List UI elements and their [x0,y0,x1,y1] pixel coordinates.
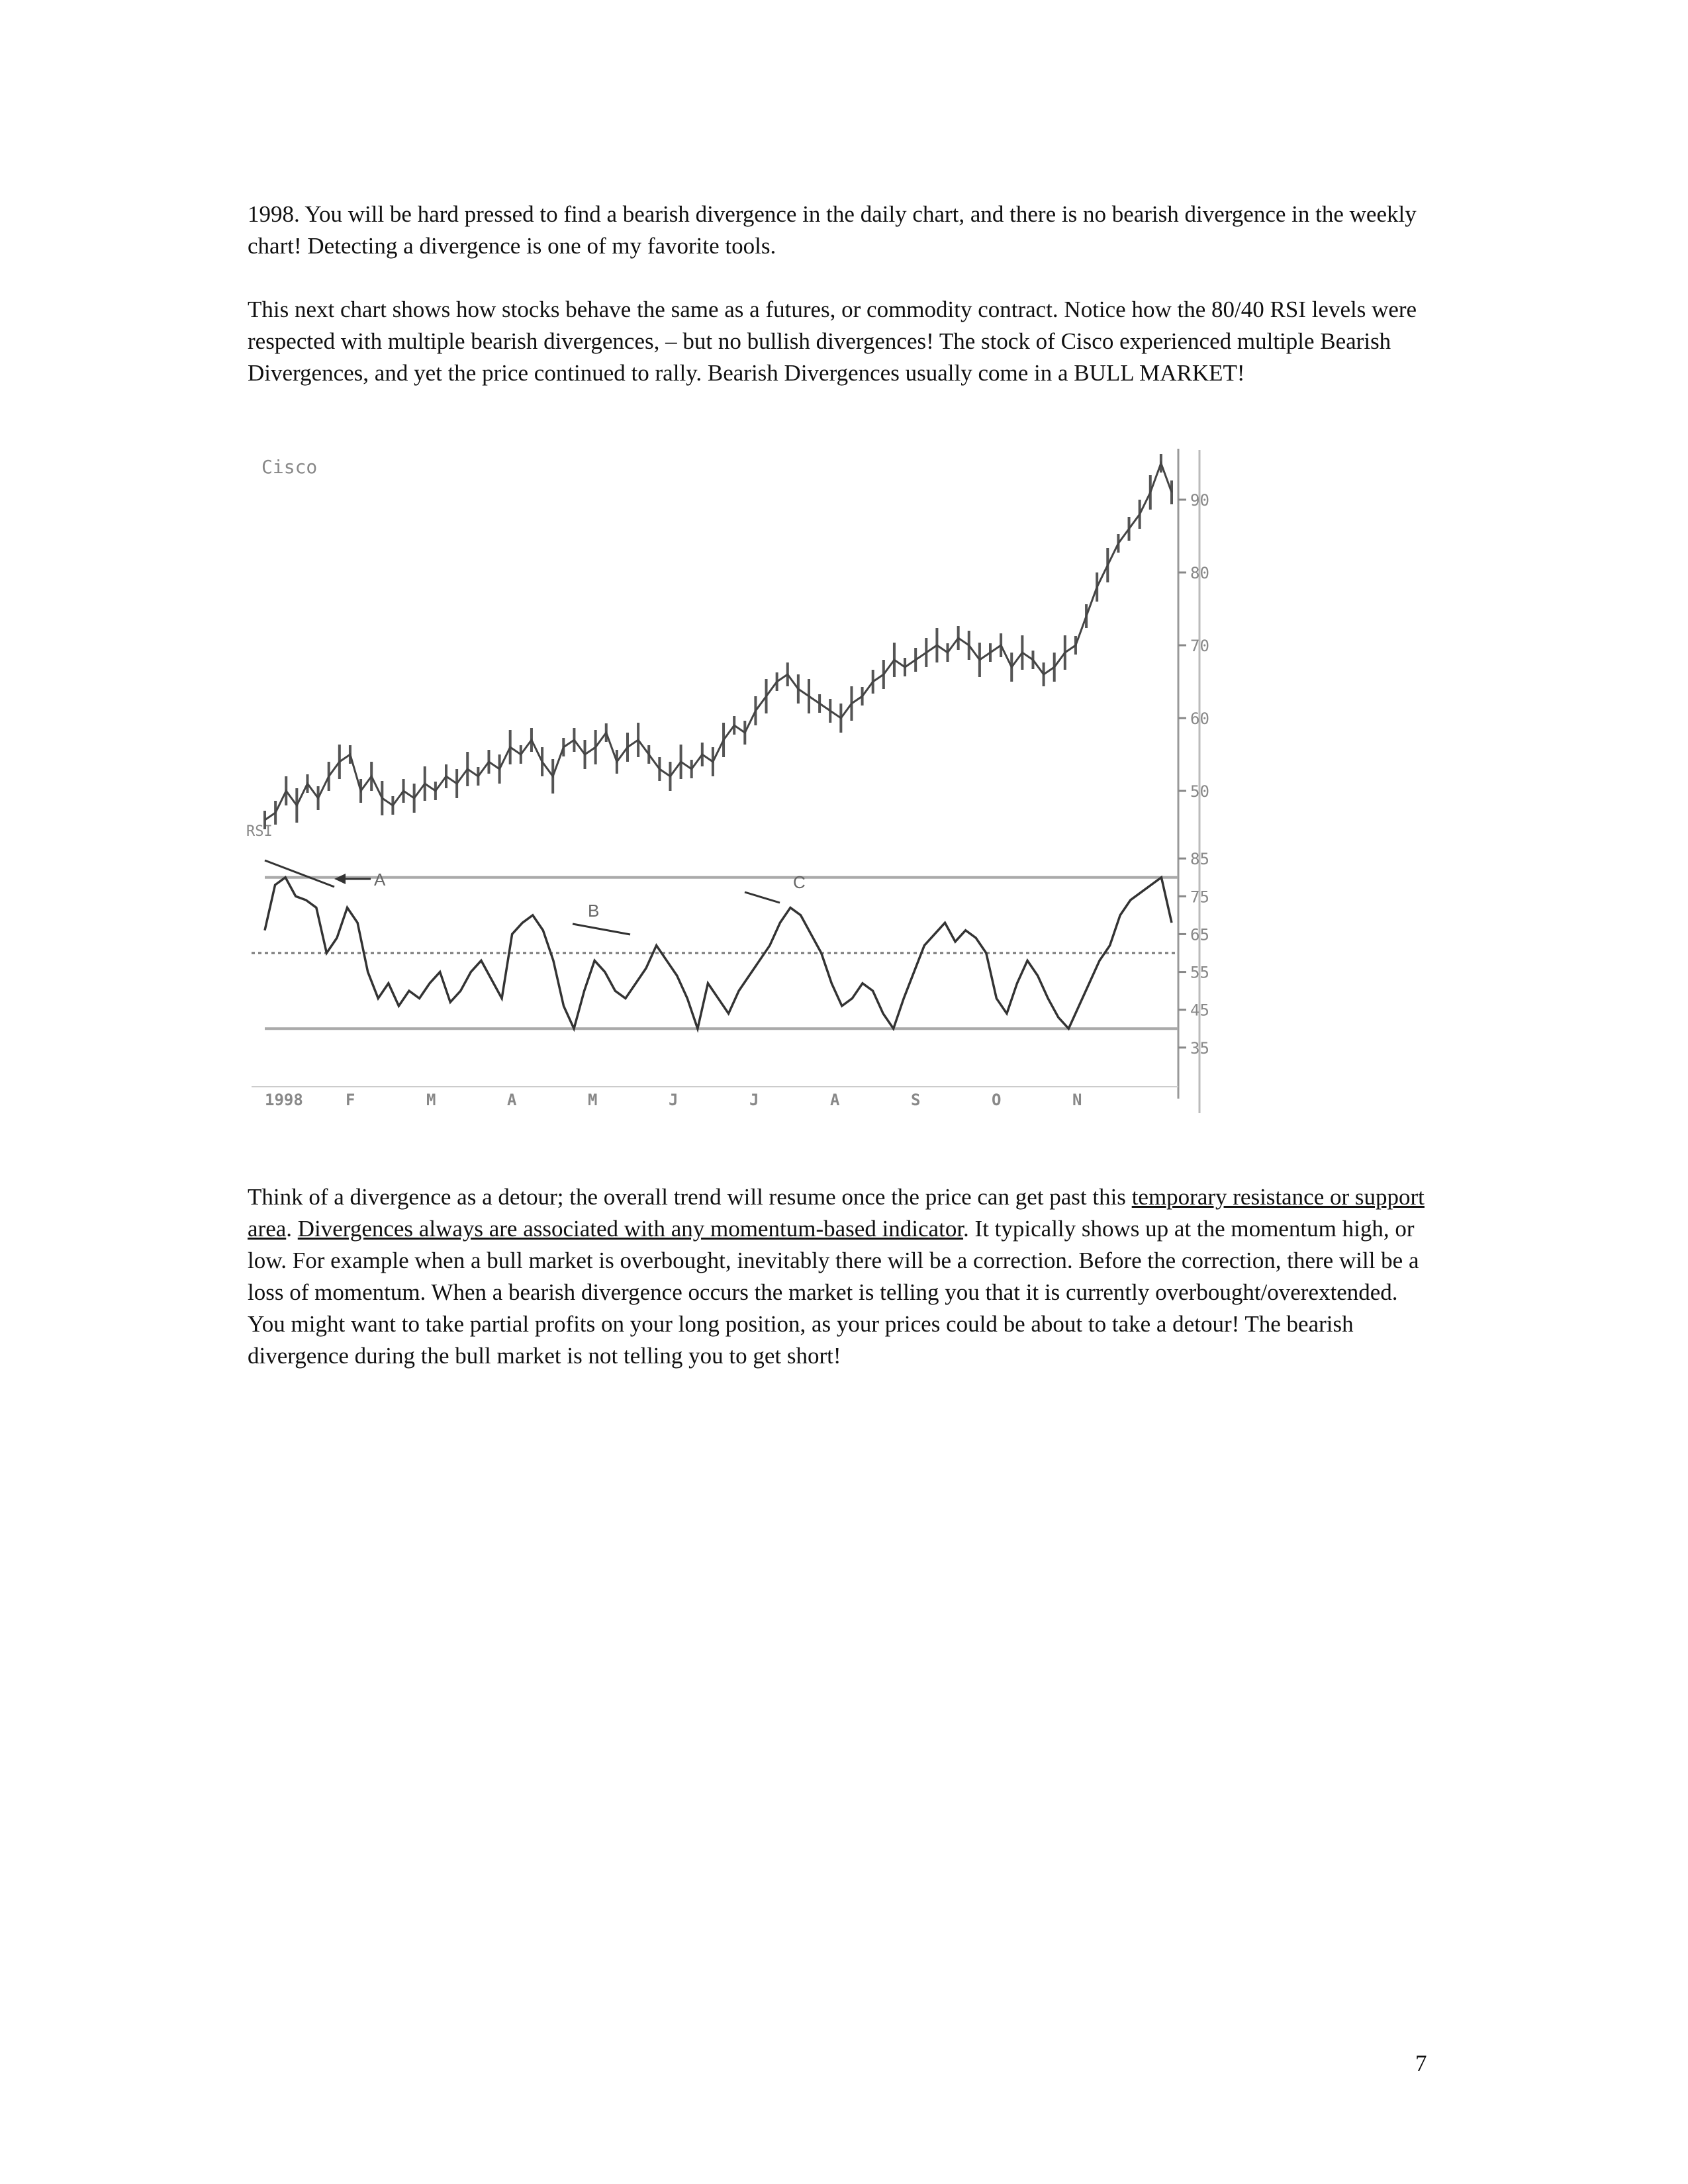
divergence-b-line [573,924,630,934]
price-tick-label: 60 [1190,709,1209,728]
x-tick-label: O [992,1091,1002,1109]
divergence-a-line [265,860,334,887]
detour-intro-text: Think of a divergence as a detour; the overall trend will resume once the price can get past this [248,1184,1132,1210]
cisco-rsi-chart [238,443,1244,1132]
divergence-a-arrowhead [334,874,346,884]
rsi-panel-label: RSI [246,823,273,840]
paragraph-divergence-detour [248,1181,1439,1372]
x-tick-label: F [346,1091,355,1109]
price-tick-label: 90 [1190,491,1209,510]
page-number: 7 [1415,2050,1427,2076]
price-panel [265,454,1209,829]
x-tick-label: M [426,1091,436,1109]
divergence-label-a: A [374,870,386,889]
underline-temporary-resistance: temporary resistance or support area [248,1184,1425,1242]
x-tick-label: A [507,1091,517,1109]
price-tick-label: 50 [1190,782,1209,801]
detour-rest-text: . It typically shows up at the momentum high, or low. For example when a bull market is overbought, inevitably there will be a correction. Before the correction, there will be a loss of momentum. When a bearish divergence occurs the market is telling you that it is currently overbought/overextended. You might want to take partial profits on your long position, as your prices could be about to take a detour! The bearish divergence during the bull market is not telling you to get short! [248,1216,1419,1369]
divergence-label-b: B [588,901,600,921]
rsi-tick-label: 35 [1190,1038,1209,1058]
rsi-tick-label: 65 [1190,925,1209,944]
price-line [265,463,1172,820]
rsi-tick-label: 45 [1190,1001,1209,1020]
x-tick-label: A [830,1091,840,1109]
divergence-annotations [265,860,806,934]
rsi-tick-label: 85 [1190,850,1209,869]
rsi-tick-label: 75 [1190,887,1209,907]
x-tick-label: 1998 [265,1091,303,1109]
rsi-panel [252,850,1209,1058]
underline-momentum-indicator: Divergences always are associated with any momentum-based indicator [297,1216,964,1242]
price-tick-label: 70 [1190,637,1209,655]
x-tick-label: J [749,1091,759,1109]
x-tick-label: M [588,1091,598,1109]
rsi-tick-label: 55 [1190,963,1209,982]
sentence-separator: . [286,1216,298,1242]
divergence-c-line [745,892,780,903]
price-tick-label: 80 [1190,564,1209,582]
x-axis [252,1087,1178,1109]
x-tick-label: N [1072,1091,1082,1109]
paragraph-divergence-intro: 1998. You will be hard pressed to find a bearish divergence in the daily chart, and there is no bearish divergence in the weekly chart! Detecting a divergence is one of my favorite tools. [248,201,1417,259]
paragraph-cisco-example: This next chart shows how stocks behave the same as a futures, or commodity contract. Notice how the 80/40 RSI levels were respected with multiple bearish divergences, – but no bullish divergences! The stock of Cisco experienced multiple Bearish Divergences, and yet the price continued to rally. Bearish Divergences usually come in a BULL MARKET! [248,296,1417,386]
x-tick-label: S [911,1091,921,1109]
x-tick-label: J [669,1091,679,1109]
divergence-label-c: C [793,872,806,892]
chart-title: Cisco [261,456,318,478]
